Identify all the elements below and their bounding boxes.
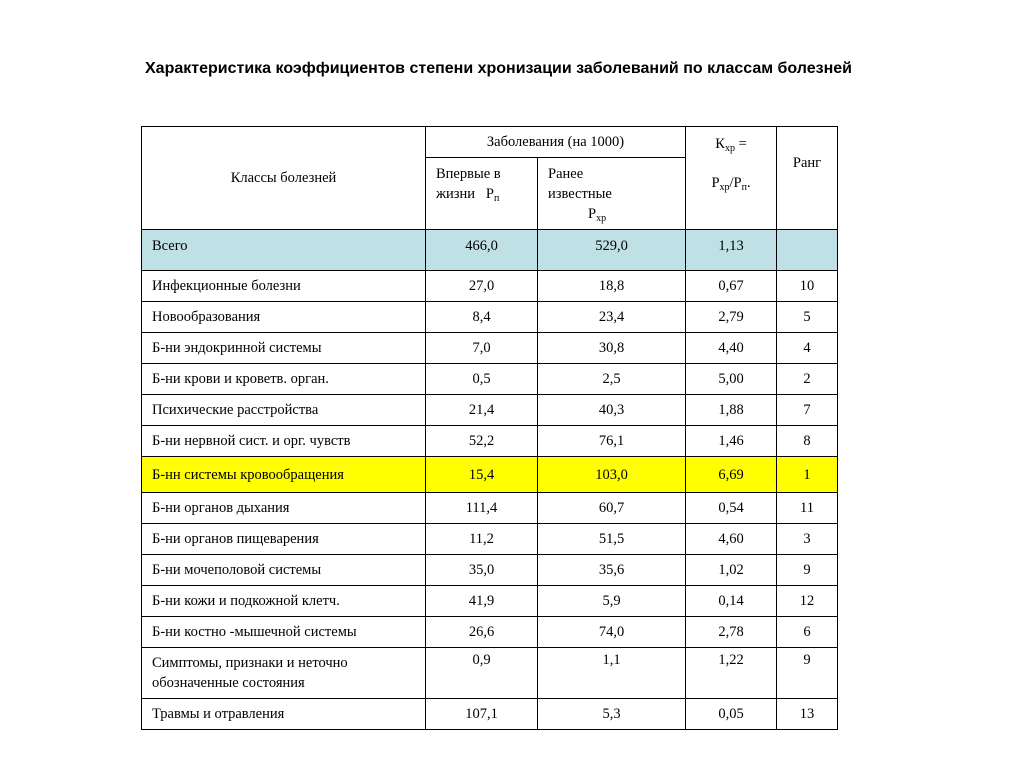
row-first: 466,0 [426,230,538,271]
row-name: Б-ни нервной сист. и орг. чувств [142,426,426,457]
header-rank: Ранг [777,127,838,230]
row-first: 52,2 [426,426,538,457]
row-rank: 5 [777,302,838,333]
row-first: 26,6 [426,617,538,648]
row-rank: 6 [777,617,838,648]
row-rank: 13 [777,699,838,730]
chronization-table [141,126,838,730]
row-k: 0,05 [686,699,777,730]
row-k: 0,14 [686,586,777,617]
k-formula-line2: $Р_{хр}/Р_п$. [711,175,751,193]
row-first: 0,9 [426,648,538,699]
table-row [142,426,838,457]
row-name: Симптомы, признаки и неточно обозначенные состояния [142,648,426,699]
row-rank: 9 [777,555,838,586]
row-earlier: 529,0 [538,230,686,271]
table-row [142,524,838,555]
row-name: Б-ни органов дыхания [142,493,426,524]
row-first: 41,9 [426,586,538,617]
row-rank: 10 [777,271,838,302]
row-earlier: 5,3 [538,699,686,730]
row-rank: 3 [777,524,838,555]
row-rank: 4 [777,333,838,364]
table-row [142,302,838,333]
row-earlier: 1,1 [538,648,686,699]
row-first: 21,4 [426,395,538,426]
header-diseases-group: Заболевания (на 1000) [426,127,686,158]
table-row [142,617,838,648]
row-name: Б-ни органов пищеварения [142,524,426,555]
header-classes: Классы болезней [142,127,426,230]
page-title: Характеристика коэффициентов степени хронизации заболеваний по классам болезней [145,60,852,77]
row-earlier: 103,0 [538,457,686,493]
row-name: Инфекционные болезни [142,271,426,302]
row-k: 1,13 [686,230,777,271]
table-row [142,395,838,426]
row-first: 27,0 [426,271,538,302]
row-name: Всего [142,230,426,271]
row-rank: 12 [777,586,838,617]
row-rank: 7 [777,395,838,426]
header-row-1 [142,127,838,158]
row-earlier: 23,4 [538,302,686,333]
table-row [142,555,838,586]
row-earlier: 76,1 [538,426,686,457]
row-first: 107,1 [426,699,538,730]
k-formula-line1: $К_{хр}$ = [715,136,747,154]
row-name: Б-ни крови и кроветв. орган. [142,364,426,395]
table-row [142,493,838,524]
table-row-total [142,230,838,271]
row-name: Б-нн системы кровообращения [142,457,426,493]
row-rank: 9 [777,648,838,699]
row-earlier: 35,6 [538,555,686,586]
row-name: Б-ни эндокринной системы [142,333,426,364]
row-first: 7,0 [426,333,538,364]
header-earlier-known: Ранее известные $P_{хр}$ [538,158,686,230]
row-k: 4,40 [686,333,777,364]
row-rank: 2 [777,364,838,395]
row-first: 111,4 [426,493,538,524]
row-name: Психические расстройства [142,395,426,426]
row-k: 4,60 [686,524,777,555]
row-k: 1,02 [686,555,777,586]
row-k: 6,69 [686,457,777,493]
row-earlier: 74,0 [538,617,686,648]
row-k: 1,46 [686,426,777,457]
row-name: Б-ни мочеполовой системы [142,555,426,586]
row-first: 11,2 [426,524,538,555]
row-rank: 8 [777,426,838,457]
table-row [142,364,838,395]
row-first: 15,4 [426,457,538,493]
row-k: 2,78 [686,617,777,648]
row-earlier: 2,5 [538,364,686,395]
row-earlier: 60,7 [538,493,686,524]
row-name: Б-ни кожи и подкожной клетч. [142,586,426,617]
row-k: 1,22 [686,648,777,699]
row-first: 8,4 [426,302,538,333]
row-earlier: 40,3 [538,395,686,426]
row-earlier: 18,8 [538,271,686,302]
row-name: Б-ни костно -мышечной системы [142,617,426,648]
table-row-highlighted [142,457,838,493]
row-earlier: 51,5 [538,524,686,555]
header-first-time: Впервые в жизни $P_п$ [426,158,538,230]
row-k: 0,54 [686,493,777,524]
table-row [142,271,838,302]
table-row [142,648,838,699]
row-rank: 11 [777,493,838,524]
row-rank: 1 [777,457,838,493]
table-row [142,699,838,730]
header-k-coefficient [686,127,777,230]
row-earlier: 5,9 [538,586,686,617]
table-row [142,333,838,364]
row-first: 35,0 [426,555,538,586]
row-name: Травмы и отравления [142,699,426,730]
row-rank [777,230,838,271]
row-first: 0,5 [426,364,538,395]
row-k: 0,67 [686,271,777,302]
row-name: Новообразования [142,302,426,333]
row-k: 5,00 [686,364,777,395]
table-row [142,586,838,617]
row-earlier: 30,8 [538,333,686,364]
row-k: 2,79 [686,302,777,333]
row-k: 1,88 [686,395,777,426]
